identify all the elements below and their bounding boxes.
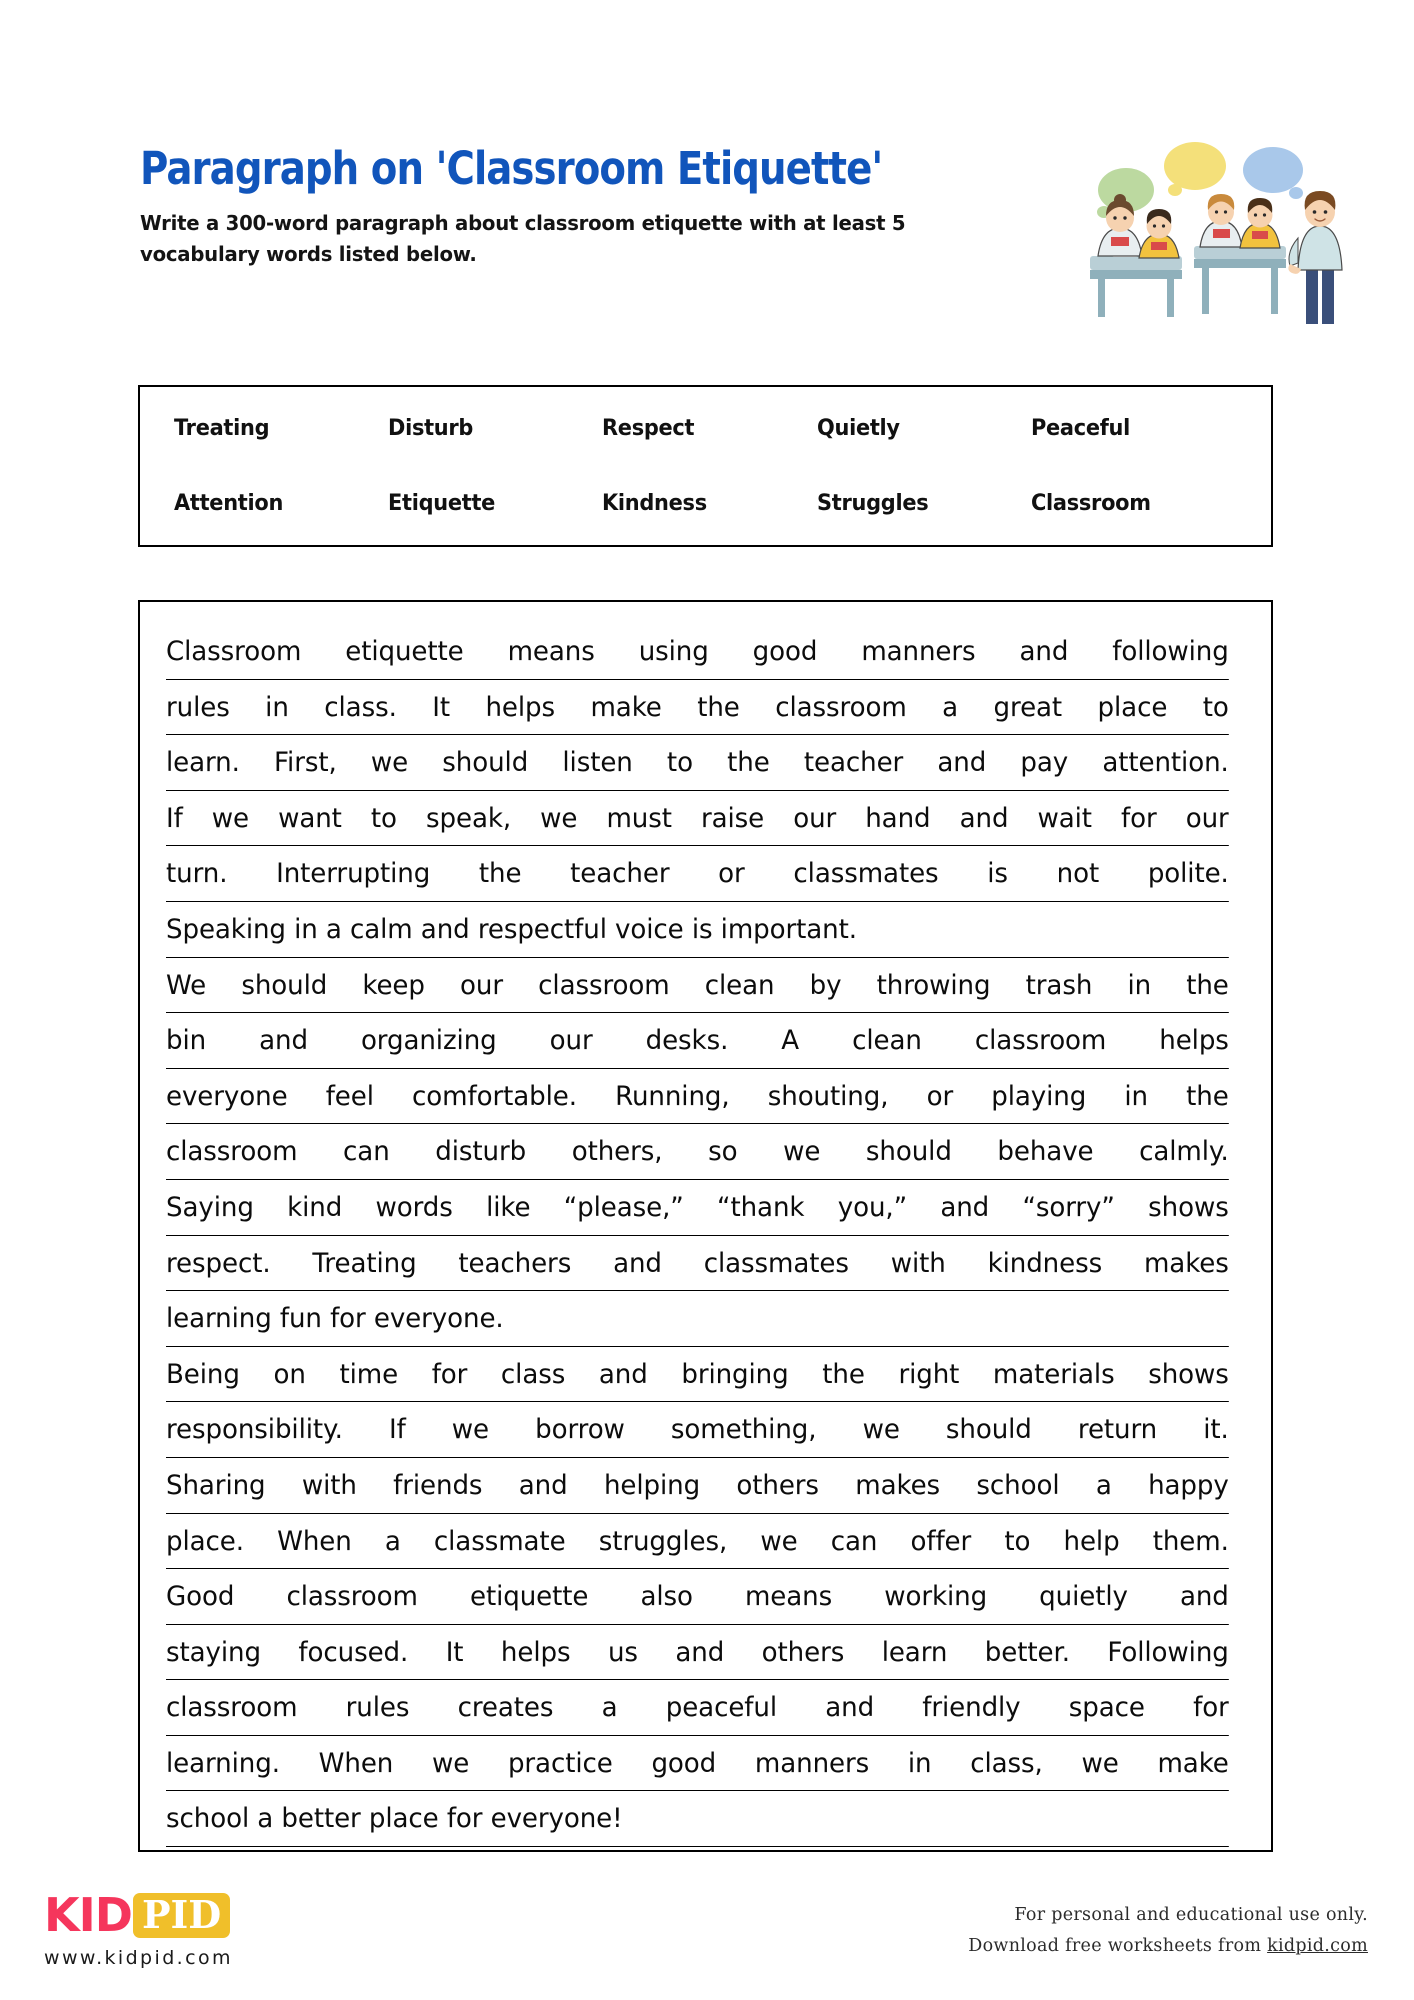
answer-line: everyone feel comfortable. Running, shouting, or playing in the bbox=[166, 1069, 1229, 1125]
answer-line: Classroom etiquette means using good manners and following bbox=[166, 624, 1229, 680]
footer-notice-line-2 bbox=[968, 1931, 1368, 1962]
answer-line: Good classroom etiquette also means working quietly and bbox=[166, 1569, 1229, 1625]
vocab-word: Peaceful bbox=[1030, 416, 1130, 441]
instructions-text: Write a 300-word paragraph about classroom etiquette with at least 5 vocabulary words listed below. bbox=[140, 211, 906, 267]
speech-bubble-yellow bbox=[1164, 142, 1226, 196]
answer-line: If we want to speak, we must raise our hand and wait for our bbox=[166, 791, 1229, 847]
footer-notice-line-1: For personal and educational use only. bbox=[1014, 1905, 1368, 1925]
answer-line: Saying kind words like “please,” “thank you,” and “sorry” shows bbox=[166, 1180, 1229, 1236]
answer-line: staying focused. It helps us and others learn better. Following bbox=[166, 1625, 1229, 1681]
answer-line: learning fun for everyone. bbox=[166, 1291, 1229, 1347]
footer-notice bbox=[968, 1900, 1368, 1961]
logo-pid-text: PID bbox=[141, 1891, 222, 1937]
answer-line: classroom rules creates a peaceful and friendly space for bbox=[166, 1680, 1229, 1736]
student-4 bbox=[1240, 198, 1280, 248]
student-2 bbox=[1139, 209, 1179, 258]
answer-line: We should keep our classroom clean by throwing trash in the bbox=[166, 958, 1229, 1014]
student-answer-area[interactable] bbox=[138, 600, 1273, 1852]
answer-line: bin and organizing our desks. A clean classroom helps bbox=[166, 1013, 1229, 1069]
kidpid-link[interactable]: kidpid.com bbox=[1267, 1935, 1368, 1956]
answer-line: turn. Interrupting the teacher or classmates is not polite. bbox=[166, 846, 1229, 902]
vocab-word: Attention bbox=[174, 491, 284, 516]
answer-line: learn. First, we should listen to the teacher and pay attention. bbox=[166, 735, 1229, 791]
answer-line: Speaking in a calm and respectful voice is important. bbox=[166, 902, 1229, 958]
vocab-word: Struggles bbox=[816, 491, 928, 516]
page-title: Paragraph on 'Classroom Etiquette' bbox=[140, 142, 883, 195]
vocab-word: Classroom bbox=[1030, 491, 1151, 516]
vocab-word: Kindness bbox=[602, 491, 708, 516]
answer-line: classroom can disturb others, so we should behave calmly. bbox=[166, 1124, 1229, 1180]
teacher bbox=[1288, 191, 1342, 324]
logo-kid-text: KID bbox=[44, 1888, 132, 1942]
answer-lines bbox=[166, 624, 1245, 1847]
vocabulary-word-bank bbox=[138, 385, 1273, 547]
answer-line: school a better place for everyone! bbox=[166, 1791, 1229, 1847]
vocab-word: Treating bbox=[174, 416, 270, 441]
desk-right bbox=[1194, 238, 1286, 314]
logo-mark bbox=[44, 1890, 374, 1940]
answer-line: rules in class. It helps make the classroom a great place to bbox=[166, 680, 1229, 736]
footer-notice-prefix: Download free worksheets from bbox=[968, 1935, 1268, 1956]
vocab-word: Quietly bbox=[816, 416, 900, 441]
vocab-word: Disturb bbox=[388, 416, 474, 441]
logo-pid-badge bbox=[133, 1893, 230, 1938]
speech-bubble-blue bbox=[1243, 147, 1303, 199]
vocabulary-grid bbox=[140, 387, 1271, 545]
classroom-discussion-illustration bbox=[1082, 138, 1372, 338]
answer-line: Being on time for class and bringing the right materials shows bbox=[166, 1347, 1229, 1403]
answer-line: learning. When we practice good manners in class, we make bbox=[166, 1736, 1229, 1792]
student-3 bbox=[1200, 194, 1242, 247]
answer-line: Sharing with friends and helping others makes school a happy bbox=[166, 1458, 1229, 1514]
vocab-word: Etiquette bbox=[388, 491, 496, 516]
answer-line: place. When a classmate struggles, we can offer to help them. bbox=[166, 1514, 1229, 1570]
answer-line: responsibility. If we borrow something, we should return it. bbox=[166, 1402, 1229, 1458]
logo-website-url: www.kidpid.com bbox=[44, 1947, 233, 1969]
kidpid-logo bbox=[44, 1890, 374, 1980]
vocab-word: Respect bbox=[602, 416, 695, 441]
answer-line: respect. Treating teachers and classmates with kindness makes bbox=[166, 1236, 1229, 1292]
